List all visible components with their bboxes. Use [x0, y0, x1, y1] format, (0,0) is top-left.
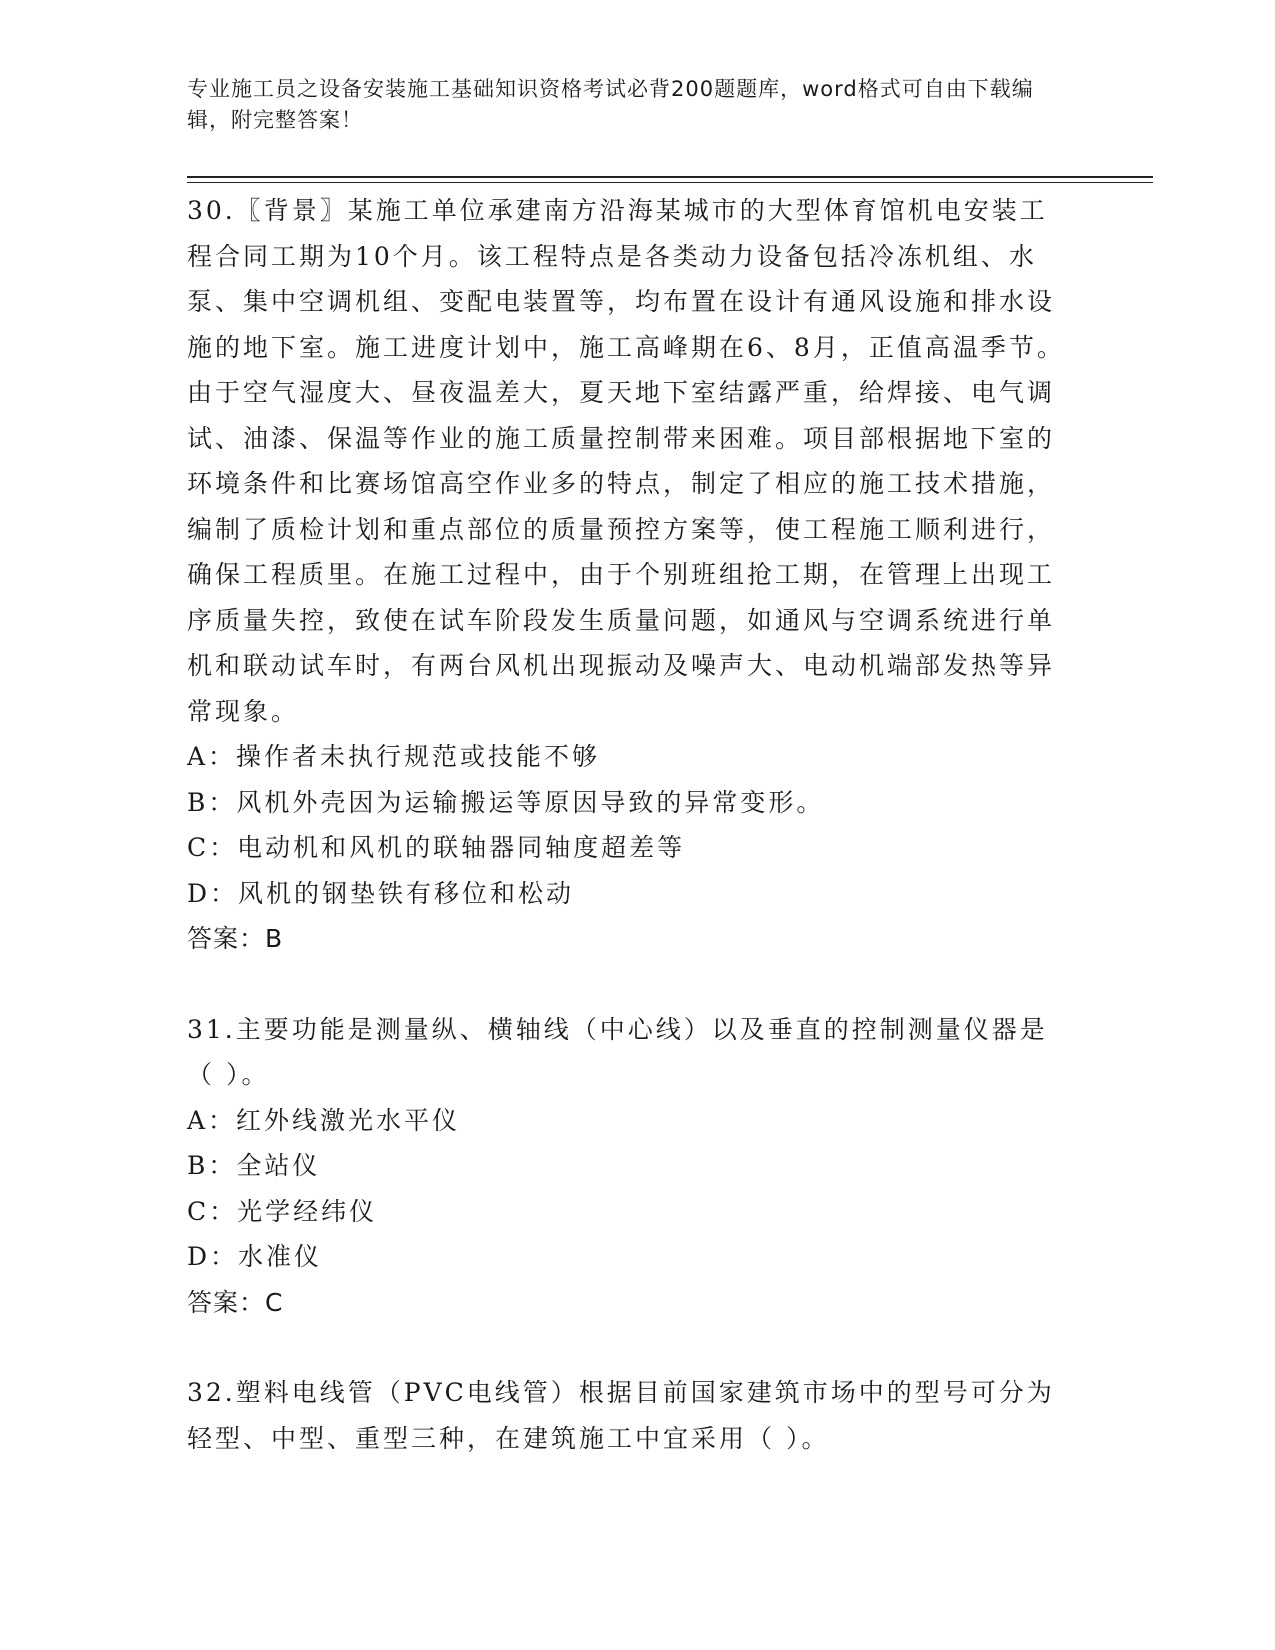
option-d: D：风机的钢垫铁有移位和松动	[187, 878, 575, 908]
option-a: A：红外线激光水平仪	[187, 1105, 461, 1135]
option-c: C：光学经纬仪	[187, 1196, 378, 1226]
question-spacer	[187, 962, 1067, 1007]
question-32	[187, 1370, 1067, 1461]
question-spacer	[187, 1325, 1067, 1370]
question-stem: 30.〖背景〗某施工单位承建南方沿海某城市的大型体育馆机电安装工程合同工期为10个月。该工程特点是各类动力设备包括冷冻机组、水泵、集中空调机组、变配电装置等，均布置在设计有通风设施和排水设施的地下室。施工进度计划中，施工高峰期在6、8月，正值高温季节。由于空气湿度大、昼夜温差大，夏天地下室结露严重，给焊接、电气调试、油漆、保温等作业的施工质量控制带来困难。项目部根据地下室的环境条件和比赛场馆高空作业多的特点，制定了相应的施工技术措施，编制了质检计划和重点部位的质量预控方案等，使工程施工顺利进行，确保工程质里。在施工过程中，由于个别班组抢工期，在管理上出现工序质量失控，致使在试车阶段发生质量问题，如通风与空调系统进行单机和联动试车时，有两台风机出现振动及噪声大、电动机端部发热等异常现象。	[187, 196, 1065, 726]
question-list	[187, 188, 1067, 1461]
document-header: 专业施工员之设备安装施工基础知识资格考试必背200题题库，word格式可自由下载编辑，附完整答案！	[187, 77, 1034, 132]
option-d: D：水准仪	[187, 1242, 323, 1271]
option-c: C：电动机和风机的联轴器同轴度超差等	[187, 833, 686, 862]
option-b: B：全站仪	[187, 1151, 321, 1180]
header-rule-thin	[187, 182, 1153, 183]
option-a: A：操作者未执行规范或技能不够	[187, 742, 601, 771]
question-stem: 32.塑料电线管（PVC电线管）根据目前国家建筑市场中的型号可分为轻型、中型、重型三种，在建筑施工中宜采用（ ）。	[187, 1378, 1055, 1453]
question-31	[187, 1007, 1067, 1326]
question-30	[187, 188, 1067, 962]
question-stem: 31.主要功能是测量纵、横轴线（中心线）以及垂直的控制测量仪器是（ ）。	[187, 1014, 1048, 1089]
answer-label: 答案：B	[187, 924, 284, 953]
header-rule-thick	[187, 176, 1153, 178]
option-b: B：风机外壳因为运输搬运等原因导致的异常变形。	[187, 787, 825, 817]
answer-label: 答案：C	[187, 1287, 284, 1317]
